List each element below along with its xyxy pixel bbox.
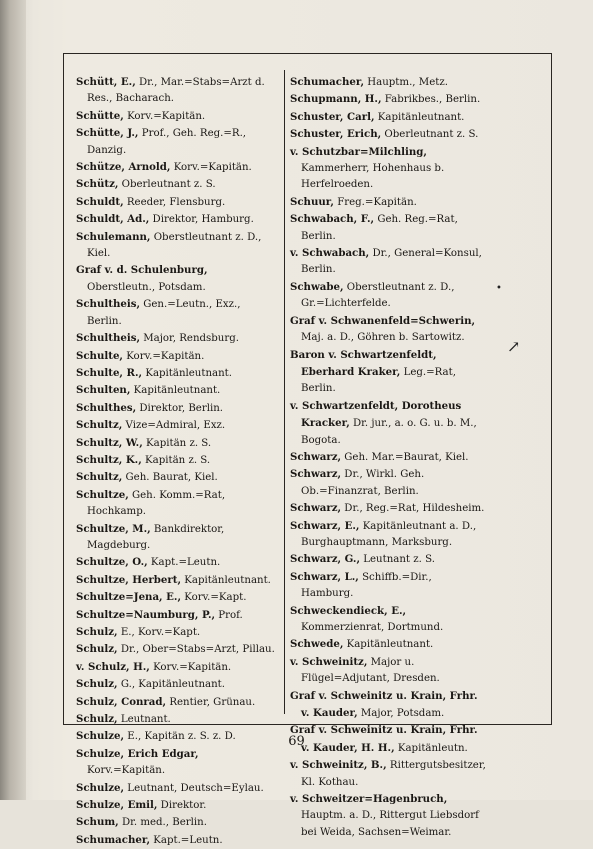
entry-name: Schultz, W., (76, 436, 143, 449)
book-spine (0, 0, 26, 800)
directory-entry (76, 711, 278, 728)
directory-entry (76, 780, 278, 797)
entry-details: Korv.=Kapitän. (149, 661, 232, 673)
entry-details: Prof., Geh. Reg.=R., Danzig. (87, 128, 247, 156)
directory-entry (290, 126, 486, 143)
entry-details: Reeder, Flensburg. (123, 196, 226, 208)
entry-details: E., Korv.=Kapt. (117, 627, 201, 638)
entry-name: Schulte, (76, 349, 123, 362)
entry-details: Bankdirektor, Magdeburg. (87, 523, 225, 551)
directory-entry (76, 487, 278, 521)
directory-entry (76, 125, 278, 159)
entry-details: Kapitän z. S. (142, 437, 212, 449)
margin-mark-dot: • (496, 283, 502, 294)
directory-entry (76, 296, 278, 330)
entry-name: Schulze, Erich Edgar, (76, 747, 199, 760)
entry-details: Hauptm. a. D., Rittergut Liebsdorf bei Weida, Sachsen=Weimar. (301, 810, 479, 838)
entry-details: Kapitänleutnant. (181, 574, 271, 586)
entry-name: Schütt, E., (76, 76, 136, 88)
entry-name: v. Schweitzer=Hagenbruch, (290, 793, 448, 806)
directory-entry (290, 91, 486, 108)
entry-details: Major, Rendsburg. (140, 333, 239, 345)
directory-entry (76, 159, 278, 176)
directory-entry (290, 245, 486, 279)
entry-details: Kapitänleutnant. (343, 639, 434, 651)
entry-details: Dr., Mar.=Stabs=Arzt d. Res., Bacharach. (87, 77, 265, 105)
entry-name: Schultz, (76, 419, 123, 432)
directory-entry (76, 211, 278, 228)
entry-name: Schwabach, F., (290, 213, 375, 226)
entry-details: Dr., Ober=Stabs=Arzt, Pillau. (117, 644, 275, 656)
entry-details: Maj. a. D., Göhren b. Sartowitz. (301, 332, 465, 344)
directory-entry (76, 417, 278, 434)
entry-details: Schiffb.=Dir., Hamburg. (301, 571, 432, 600)
entry-name: Schwede, (290, 638, 344, 651)
entry-name: Schuldt, (76, 195, 124, 208)
entry-details: Korv.=Kapitän. (123, 110, 206, 122)
directory-entry (76, 108, 278, 125)
directory-entry (290, 757, 486, 791)
entry-name: Schwarz, L., (290, 570, 359, 583)
directory-entry (76, 572, 278, 589)
entry-details: E., Kapitän z. S. z. D. (124, 731, 236, 743)
entry-name: Schulten, (76, 384, 131, 397)
entry-details: Major u. Flügel=Adjutant, Dresden. (301, 656, 440, 685)
directory-entry (76, 607, 278, 624)
directory-entry (290, 466, 486, 500)
right-column (290, 74, 486, 841)
entry-name: Schwarz, (290, 502, 342, 515)
entry-name: Schulz, (76, 713, 118, 726)
entry-name: Schuur, (290, 195, 334, 208)
directory-entry (76, 746, 278, 780)
directory-entry (290, 569, 486, 603)
directory-entry (290, 654, 486, 688)
entry-name: Schulze, (76, 781, 125, 794)
entry-name: Schupmann, H., (290, 93, 382, 106)
entry-name: Baron v. Schwartzenfeldt, Eberhard Kraker, (290, 348, 437, 378)
entry-name: Schwarz, (290, 468, 342, 481)
entry-name: Schultze, Herbert, (76, 573, 182, 586)
directory-entry (290, 347, 486, 398)
entry-details: Rittergutsbesitzer, Kl. Kothau. (301, 760, 486, 788)
entry-name: Schultze=Naumburg, P., (76, 608, 216, 621)
entry-name: v. Schwabach, (290, 247, 370, 260)
entry-details: Hauptm., Metz. (364, 77, 448, 88)
entry-details: Leutnant. (117, 714, 171, 726)
entry-details: Korv.=Kapitän. (87, 765, 166, 777)
directory-entry (290, 551, 486, 568)
entry-details: Major, Potsdam. (357, 708, 445, 720)
entry-details: Kapitänleutnant. (374, 111, 465, 123)
entry-details: Dr. med., Berlin. (118, 817, 207, 829)
entry-details: Oberleutnant z. S. (118, 179, 216, 191)
entry-details: Kammerherr, Hohenhaus b. Herfelroeden. (301, 163, 445, 191)
entry-name: Schultheis, (76, 332, 140, 345)
directory-entry (76, 694, 278, 711)
entry-details: Korv.=Kapt. (181, 592, 247, 604)
entry-name: Schulz, (76, 643, 118, 656)
entry-details: Geh. Baurat, Kiel. (122, 472, 218, 484)
entry-details: Dr., Reg.=Rat, Hildesheim. (341, 503, 485, 515)
entry-details: Kapt.=Leutn. (147, 557, 221, 569)
entry-name: Schultze, O., (76, 556, 148, 569)
directory-entry (76, 624, 278, 641)
directory-entry (290, 211, 486, 245)
directory-entry (76, 74, 278, 108)
entry-details: Kommerzienrat, Dortmund. (301, 622, 444, 633)
entry-name: Schulze, (76, 730, 125, 743)
entry-name: Schuldt, Ad., (76, 213, 150, 226)
entry-name: Schulemann, (76, 230, 151, 243)
entry-details: Direktor. (157, 800, 207, 812)
entry-name: Schwarz, E., (290, 519, 360, 532)
entry-details: Dr. jur., a. o. G. u. b. M., Bogota. (301, 418, 477, 446)
entry-details: Prof. (215, 609, 243, 621)
entry-details: Dr., Wirkl. Geh. Ob.=Finanzrat, Berlin. (301, 469, 425, 497)
entry-details: Leutnant z. S. (360, 554, 435, 566)
entry-name: v. Schweinitz, B., (290, 759, 387, 772)
entry-name: Schuster, Erich, (290, 128, 382, 141)
entry-name: Schultze, M., (76, 522, 151, 535)
directory-entry (76, 521, 278, 555)
entry-name: Schütte, J., (76, 127, 139, 140)
entry-details: Oberstleutnant z. D., Gr.=Lichterfelde. (301, 281, 455, 310)
entry-details: G., Kapitänleutnant. (117, 679, 225, 691)
directory-entry (76, 589, 278, 606)
entry-details: Vize=Admiral, Exz. (122, 420, 226, 432)
directory-entry (76, 641, 278, 658)
entry-details: Direktor, Berlin. (136, 402, 224, 414)
entry-name: Schweckendieck, E., (290, 604, 407, 617)
entry-details: Freg.=Kapitän. (333, 196, 417, 208)
entry-details: Kapitänleutn. (394, 742, 468, 754)
column-divider (284, 70, 285, 714)
directory-entry (76, 365, 278, 382)
entry-name: Schuster, Carl, (290, 110, 375, 123)
entry-name: v. Schweinitz, (290, 655, 368, 668)
directory-entry (290, 688, 486, 723)
entry-details: Fabrikbes., Berlin. (381, 94, 481, 106)
entry-details: Oberleutnant z. S. (381, 129, 479, 141)
entry-name: Schütze, Arnold, (76, 161, 171, 174)
directory-entry (290, 313, 486, 347)
directory-entry (76, 382, 278, 399)
directory-entry (76, 435, 278, 452)
entry-details: Kapitän z. S. (141, 454, 211, 466)
directory-entry (76, 676, 278, 693)
entry-name: Schwarz, (290, 450, 342, 463)
directory-entry (76, 330, 278, 347)
entry-details: Oberstleutnant z. D., Kiel. (87, 231, 262, 260)
entry-name: Schumacher, (290, 76, 365, 88)
directory-entry (290, 791, 486, 841)
directory-entry (76, 262, 278, 296)
entry-details: Geh. Mar.=Baurat, Kiel. (341, 451, 469, 463)
directory-entry (290, 603, 486, 637)
directory-entry (76, 469, 278, 486)
directory-entry (290, 636, 486, 653)
entry-name: v. Schutzbar=Milchling, (290, 145, 427, 158)
directory-entry (290, 449, 486, 466)
directory-entry (76, 832, 278, 849)
entry-name: Schwarz, G., (290, 553, 361, 566)
entry-name: Graf v. d. Schulenburg, (76, 264, 208, 277)
entry-name: Schum, (76, 816, 119, 829)
entry-name: Schulthes, (76, 401, 137, 414)
directory-entry (76, 194, 278, 211)
directory-entry (290, 74, 486, 91)
entry-name: Schulz, (76, 678, 118, 691)
entry-name: Schulze, Emil, (76, 799, 158, 812)
entry-details: Kapitänleutnant. (130, 385, 221, 397)
directory-entry (290, 279, 486, 313)
entry-details: Leutnant, Deutsch=Eylau. (124, 782, 264, 794)
entry-name: Schultze, (76, 488, 129, 501)
margin-mark-arrow: ↗ (507, 337, 521, 356)
entry-details: Oberstleutn., Potsdam. (87, 281, 206, 293)
entry-name: Schulz, (76, 626, 118, 638)
entry-name: Schultz, (76, 471, 123, 484)
directory-entry (290, 144, 486, 194)
entry-name: Schultheis, (76, 298, 140, 311)
directory-entry (290, 500, 486, 517)
left-column (76, 74, 278, 849)
directory-entry (290, 194, 486, 211)
entry-name: Schwabe, (290, 280, 344, 293)
directory-entry (76, 814, 278, 831)
directory-entry (76, 452, 278, 469)
entry-details: Korv.=Kapitän. (122, 350, 205, 362)
directory-entry (76, 659, 278, 676)
entry-name: Graf v. Schwanenfeld=Schwerin, (290, 314, 476, 327)
entry-details: Rentier, Grünau. (166, 696, 256, 708)
directory-entry (76, 348, 278, 365)
entry-name: Schumacher, (76, 833, 151, 846)
entry-name: Graf v. Schweinitz u. Krain, Frhr. v. Kauder, H. H., (290, 724, 478, 754)
directory-entry (76, 176, 278, 193)
entry-name: Schütte, (76, 109, 124, 122)
entry-details: Dr., General=Konsul, Berlin. (301, 248, 482, 276)
entry-details: Geh. Komm.=Rat, Hochkamp. (87, 489, 226, 518)
entry-name: Schultz, K., (76, 453, 142, 466)
entry-name: Graf v. Schweinitz u. Krain, Frhr. v. Kauder, (290, 689, 478, 720)
entry-details: Kapitänleutnant. (142, 367, 232, 379)
entry-name: Schütz, (76, 178, 119, 191)
entry-name: Schulz, Conrad, (76, 695, 167, 708)
directory-entry (290, 109, 486, 126)
entry-name: Schulte, R., (76, 366, 143, 379)
entry-details: Korv.=Kapitän. (170, 162, 252, 174)
directory-entry (290, 518, 486, 552)
directory-entry (290, 398, 486, 449)
directory-entry (76, 229, 278, 263)
entry-details: Gen.=Leutn., Exz., Berlin. (87, 299, 241, 327)
entry-details: Direktor, Hamburg. (149, 214, 254, 226)
entry-name: Schultze=Jena, E., (76, 591, 182, 604)
entry-name: v. Schulz, H., (76, 660, 150, 673)
page-number: 69 (288, 734, 305, 749)
entry-details: Kapt.=Leutn. (150, 834, 223, 846)
entry-details: Kapitänleutnant a. D., Burghauptmann, Marksburg. (301, 520, 477, 548)
entry-details: Geh. Reg.=Rat, Berlin. (301, 214, 458, 242)
entry-details: Leg.=Rat, Berlin. (301, 366, 456, 395)
directory-entry (76, 554, 278, 571)
directory-entry (76, 400, 278, 417)
entry-name: v. Schwartzenfeldt, Dorotheus Kracker, (290, 399, 462, 430)
